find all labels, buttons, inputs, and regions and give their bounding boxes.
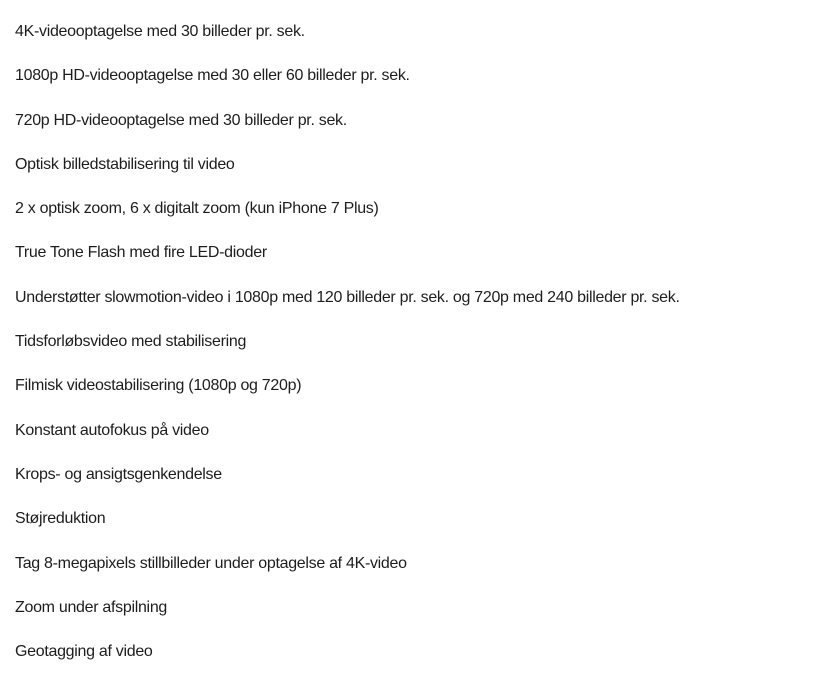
list-item: Zoom under afspilning (15, 598, 168, 616)
list-item: Geotagging af video (15, 643, 153, 661)
list-item: Konstant autofokus på video (15, 421, 209, 439)
list-item: 4K-videooptagelse med 30 billeder pr. sek. (15, 23, 305, 40)
video-feature-list (15, 20, 838, 684)
list-item: 2 x optisk zoom, 6 x digitalt zoom (kun iPhone 7 Plus) (15, 200, 379, 218)
list-item: Tidsforløbsvideo med stabilisering (15, 333, 247, 351)
list-item: Filmisk videostabilisering (1080p og 720p) (15, 377, 302, 395)
list-item: 720p HD-videooptagelse med 30 billeder pr. sek. (15, 111, 347, 129)
list-item: Krops- og ansigtsgenkendelse (15, 465, 222, 483)
list-item: 1080p HD-videooptagelse med 30 eller 60 billeder pr. sek. (15, 67, 410, 85)
list-item: Støjreduktion (15, 510, 106, 528)
list-item: True Tone Flash med fire LED-dioder (15, 244, 267, 262)
list-item: Understøtter slowmotion-video i 1080p med 120 billeder pr. sek. og 720p med 240 billeder pr. sek. (15, 288, 680, 306)
list-item: Tag 8-megapixels stillbilleder under optagelse af 4K-video (15, 554, 407, 572)
list-item: Optisk billedstabilisering til video (15, 155, 235, 173)
